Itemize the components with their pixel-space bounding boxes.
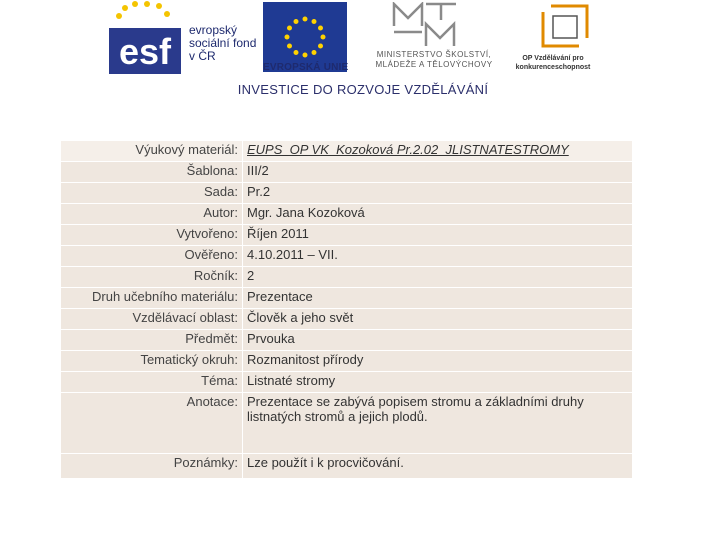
- row-label: Téma:: [61, 372, 242, 392]
- row-value: Prezentace se zabývá popisem stromu a základními druhy listnatých stromů a jejich plodů.: [243, 393, 632, 453]
- row-value: Prvouka: [243, 330, 632, 350]
- msmt-caption: MINISTERSTVO ŠKOLSTVÍ, MLÁDEŽE A TĚLOVÝCHOVY: [375, 50, 493, 69]
- row-value: Lze použít i k procvičování.: [243, 454, 632, 478]
- table-row: [61, 162, 632, 182]
- info-table: [60, 140, 633, 479]
- row-label: Tematický okruh:: [61, 351, 242, 371]
- msmt-logo-icon: [390, 2, 460, 48]
- table-row: [61, 309, 632, 329]
- table-row: [61, 288, 632, 308]
- table-row: [61, 372, 632, 392]
- table-row: [61, 393, 632, 453]
- row-value: III/2: [243, 162, 632, 182]
- row-label: Vzdělávací oblast:: [61, 309, 242, 329]
- row-label: Vytvořeno:: [61, 225, 242, 245]
- logo-banner: [105, 0, 591, 100]
- eu-caption: EVROPSKÁ UNIE: [263, 62, 349, 73]
- op-caption: OP Vzdělávání pro konkurenceschopnost: [515, 55, 591, 71]
- table-row: [61, 330, 632, 350]
- row-value: Říjen 2011: [243, 225, 632, 245]
- row-label: Ověřeno:: [61, 246, 242, 266]
- table-row: [61, 204, 632, 224]
- row-value: Člověk a jeho svět: [243, 309, 632, 329]
- svg-text:esf: esf: [118, 31, 172, 72]
- row-value: Rozmanitost přírody: [243, 351, 632, 371]
- row-label: Autor:: [61, 204, 242, 224]
- row-label: Poznámky:: [61, 454, 242, 478]
- table-row: [61, 141, 632, 161]
- table-row: [61, 351, 632, 371]
- row-value: Pr.2: [243, 183, 632, 203]
- row-value: 4.10.2011 – VII.: [243, 246, 632, 266]
- tagline: INVESTICE DO ROZVOJE VZDĚLÁVÁNÍ: [237, 82, 489, 97]
- row-value: Mgr. Jana Kozoková: [243, 204, 632, 224]
- esf-text: evropský sociální fond v ČR: [189, 23, 257, 63]
- row-value: Listnaté stromy: [243, 372, 632, 392]
- row-label: Šablona:: [61, 162, 242, 182]
- esf-logo-icon: [105, 0, 185, 78]
- table-row: [61, 225, 632, 245]
- row-value: EUPS_OP VK_Kozoková Pr.2.02_JLISTNATESTROMY: [243, 141, 632, 161]
- row-value: 2: [243, 267, 632, 287]
- table-row: [61, 267, 632, 287]
- row-label: Předmět:: [61, 330, 242, 350]
- table-row: [61, 246, 632, 266]
- row-label: Výukový materiál:: [61, 141, 242, 161]
- table-row: [61, 454, 632, 478]
- row-label: Sada:: [61, 183, 242, 203]
- row-value: Prezentace: [243, 288, 632, 308]
- row-label: Druh učebního materiálu:: [61, 288, 242, 308]
- row-label: Anotace:: [61, 393, 242, 453]
- row-label: Ročník:: [61, 267, 242, 287]
- table-row: [61, 183, 632, 203]
- op-logo-icon: [535, 2, 595, 52]
